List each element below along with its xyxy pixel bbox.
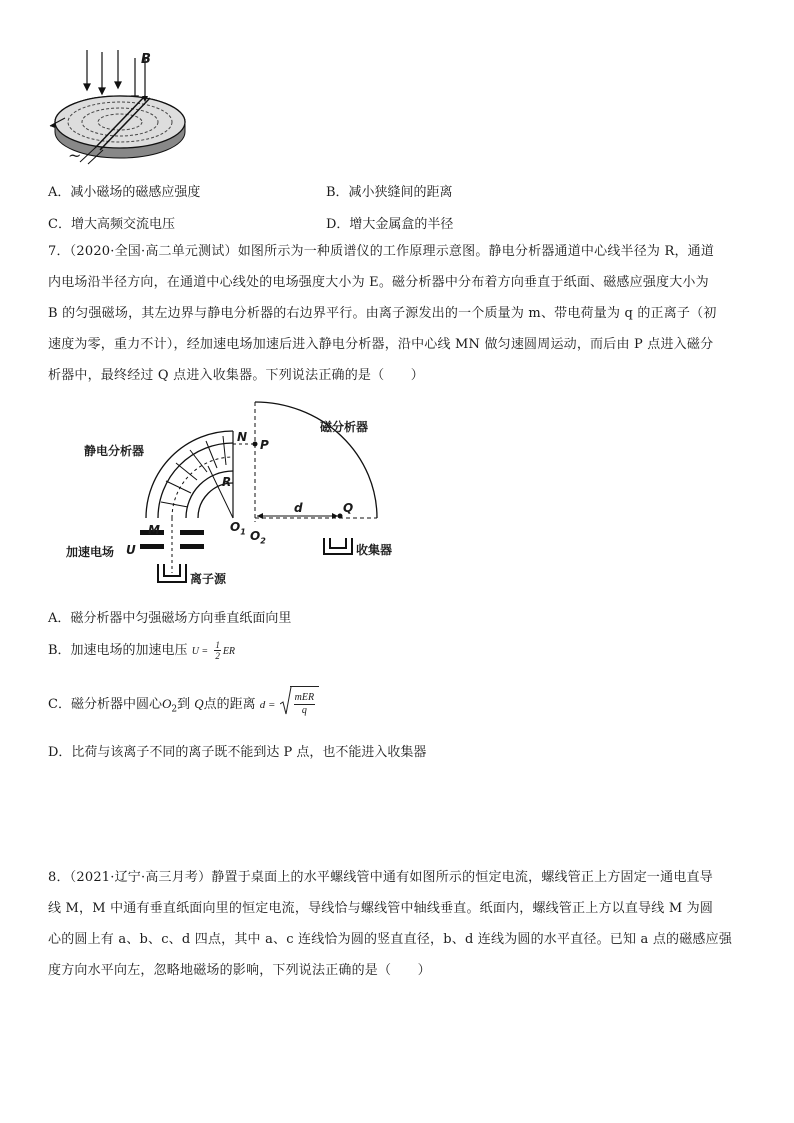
q6-option-a[interactable]: A．减小磁场的磁感应强度 — [48, 185, 201, 200]
sqrt-symbol — [280, 686, 319, 723]
label-ion-source: 离子源 — [190, 572, 227, 586]
q7-option-c-num: mER — [294, 692, 315, 703]
q7-option-c-text: C．磁分析器中圆心 — [48, 697, 162, 712]
q7-option-b-er: ER — [222, 646, 236, 657]
q6-option-c[interactable]: C．增大高频交流电压 — [48, 217, 175, 232]
q7-option-d[interactable]: D．比荷与该离子不同的离子既不能到达 P 点，也不能进入收集器 — [48, 745, 427, 760]
label-R: R — [222, 475, 232, 489]
label-Q: Q — [343, 501, 354, 515]
q7-option-c-q: Q — [194, 696, 204, 711]
q7-line-4: 速度为零，重力不计），经加速电场加速后进入静电分析器，沿中心线 MN 做匀速圆周运动，而后由 P 点进入磁分 — [48, 337, 714, 352]
q7-line-5: 析器中，最终经过 Q 点进入收集器。下列说法正确的是（ ） — [48, 368, 424, 383]
q8-line-2: 线 M，M 中通有垂直纸面向里的恒定电流，导线恰与螺线管中轴线垂直。纸面内，螺线管正上方以直导线 M 为圆 — [48, 901, 714, 916]
q7-option-b-fraction: $\frac{1}{2}$ — [215, 640, 220, 661]
label-magnetic-analyzer: 磁分析器 — [320, 420, 369, 434]
q7-stem — [48, 236, 758, 391]
label-collector: 收集器 — [356, 543, 393, 557]
label-accelerating-field: 加速电场 — [66, 545, 115, 559]
q7-line-3: B 的匀强磁场，其左边界与静电分析器的右边界平行。由离子源发出的一个质量为 m、带电荷量为 q 的正离子（初 — [48, 306, 717, 321]
label-U: U — [126, 543, 136, 557]
label-d: d — [294, 501, 303, 515]
label-electrostatic-analyzer: 静电分析器 — [84, 444, 145, 458]
label-O1: $O_1$ — [230, 520, 246, 537]
q7-option-c-den: q — [301, 705, 307, 716]
label-O2: $O_2$ — [250, 529, 266, 546]
q7-option-c-mid: 到 — [177, 697, 191, 712]
q8-line-1: 8．（2021·辽宁·高三月考）静置于桌面上的水平螺线管中通有如图所示的恒定电流，螺线管正上方固定一通电直导 — [48, 870, 713, 885]
q7-option-c[interactable] — [48, 686, 319, 722]
q7-option-b-u: U = — [191, 646, 209, 657]
q7-option-c-mid2: 点的距离 — [203, 697, 256, 712]
q6-option-d[interactable]: D．增大金属盒的半径 — [326, 217, 454, 232]
q7-line-2: 内电场沿半径方向，在通道中心线处的电场强度大小为 E。磁分析器中分布着方向垂直于纸面、磁感应强度大小为 — [48, 275, 709, 290]
q8-line-3: 心的圆上有 a、b、c、d 四点，其中 a、c 连线恰为圆的竖直直径，b、d 连线为圆的水平直径。已知 a 点的磁感应强 — [48, 932, 733, 947]
q7-option-a[interactable]: A．磁分析器中匀强磁场方向垂直纸面向里 — [48, 611, 292, 626]
mass-spectrometer-figure — [60, 398, 400, 593]
label-N: N — [237, 430, 248, 444]
label-M: M — [148, 523, 160, 537]
field-label-B: B — [141, 52, 151, 67]
q6-option-b[interactable]: B．减小狭缝间的距离 — [326, 185, 453, 200]
q8-stem — [48, 862, 758, 986]
q7-option-b-text: B．加速电场的加速电压 — [48, 643, 188, 658]
q7-option-c-d: d = — [259, 699, 276, 711]
q7-option-c-sub: 2 — [171, 704, 178, 715]
q7-line-1: 7．（2020·全国·高二单元测试）如图所示为一种质谱仪的工作原理示意图。静电分析器通道中心线半径为 R，通道 — [48, 244, 715, 259]
label-P: P — [260, 438, 269, 452]
cyclotron-diagram — [40, 40, 190, 170]
q7-option-b[interactable] — [48, 636, 235, 666]
q8-line-4: 度方向水平向左，忽略地磁场的影响，下列说法正确的是（ ） — [48, 963, 431, 978]
q7-option-c-o: O — [161, 696, 172, 711]
cyclotron-figure — [40, 40, 190, 170]
ac-symbol: ~ — [68, 146, 82, 165]
